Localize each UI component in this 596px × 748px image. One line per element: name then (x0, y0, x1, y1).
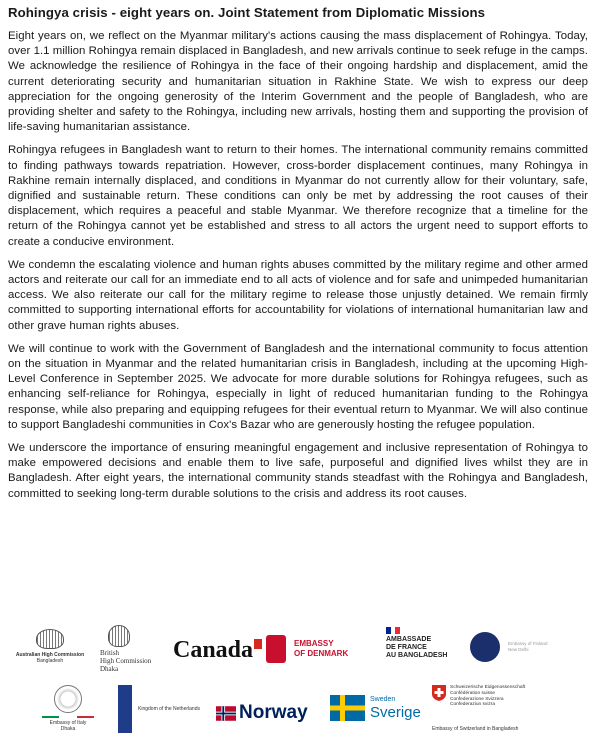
canada-logo (173, 637, 262, 664)
australia-crest-icon (36, 629, 64, 649)
france-logo (386, 627, 447, 660)
canada-wordmark: Canada (173, 637, 254, 663)
document-title: Rohingya crisis - eight years on. Joint Statement from Diplomatic Missions (8, 5, 486, 20)
finland-line-1: Embassy of Finland (508, 641, 548, 646)
logo-strip (0, 623, 596, 748)
denmark-crown-icon (266, 635, 286, 663)
italy-logo (36, 685, 100, 732)
canada-flag-icon (254, 639, 262, 649)
norway-logo (216, 702, 308, 724)
norway-flag-icon (216, 706, 236, 721)
italy-emblem-icon (54, 685, 82, 713)
netherlands-name: Kingdom of the Netherlands (138, 706, 200, 712)
switzerland-logo (432, 685, 582, 732)
paragraph-5: We underscore the importance of ensuring meaningful engagement and inclusive representation of Rohingya to make empowered decisions and enable them to live safe, purposeful and dignified lives whilst they are in Bangladesh. After eight years, the international community stands steadfast with the Rohingya and Bangladesh, committed to seeking long-term durable solutions to the crisis and address its root causes. (8, 442, 588, 500)
swiss-line-3: Confederazione Svizzera (450, 696, 504, 702)
sweden-logo (330, 695, 421, 721)
uk-crest-icon (108, 625, 130, 647)
denmark-line-2: OF DENMARK (294, 649, 349, 658)
france-line-3: AU BANGLADESH (386, 652, 448, 659)
finland-line-2: New Delhi (508, 647, 529, 652)
uk-line-1: British (100, 649, 120, 657)
finland-emblem-icon (470, 632, 500, 662)
paragraph-1: Eight years on, we reflect on the Myanmar military's actions causing the mass displacement of Rohingya. Today, over 1.1 million Rohingya remain displaced in Bangladesh, and new arrivals continue to seek refuge in the camps. We acknowledge the resilience of Rohingya in the face of their ongoing hardship and displacement, amid the current deteriorating security and humanitarian situation in Rakhine State. We wish to express our deep appreciation for the ongoing generosity of the Interim Government and the people of Bangladesh, who are providing shelter and safety to the Rohingya, including new arrivals, hosting them and supporting the provision of life-saving humanitarian assistance. (8, 30, 588, 134)
uk-logo (100, 625, 160, 673)
italy-line-1: Embassy of Italy (49, 720, 87, 726)
paragraph-3: We condemn the escalating violence and human rights abuses committed by the military regime and other armed actors and reiterate our call for an immediate end to all acts of violence and for safe and unimpeded humanitarian access. We also reiterate our call for the military regime to release those unjustly detained. We remain firmly committed to supporting international efforts for accountability for violations of international humanitarian law and other grave human rights abuses. (8, 258, 588, 332)
uk-line-2: High Commission (100, 657, 152, 665)
italy-flag-line-icon (42, 716, 94, 718)
australia-logo (14, 629, 86, 664)
swiss-embassy-name: Embassy of Switzerland in Bangladesh (432, 726, 519, 733)
denmark-logo (266, 635, 348, 663)
sweden-line-1: Sweden (370, 695, 396, 703)
france-line-1: AMBASSADE (386, 636, 432, 643)
uk-line-3: Dhaka (100, 665, 119, 673)
netherlands-logo (118, 685, 200, 733)
sweden-flag-icon (330, 695, 365, 721)
paragraph-2: Rohingya refugees in Bangladesh want to return to their homes. The international community remains committed to finding pathways towards repatriation. However, cross-border displacement continues, many Rohingya in Rakhine remain internally displaced, and conditions in Myanmar do not currently allow for their voluntary, safe, dignified and sustainable return. These conditions can only be met by addressing the root causes of their displacement, which requires a peaceful and stable Myanmar. We therefore recognize that a timeline for the return of the Rohingya cannot yet be established and stress to all actors the urgent need to support efforts to create a conducive environment. (8, 144, 588, 248)
denmark-line-1: EMBASSY (294, 639, 334, 648)
australia-name: Australian High Commission (15, 652, 85, 658)
netherlands-bar-icon (118, 685, 132, 733)
swiss-line-1: Schweizerische Eidgenossenschaft (450, 685, 526, 690)
finland-logo (470, 631, 578, 663)
france-flag-icon (386, 627, 400, 634)
paragraph-4: We will continue to work with the Government of Bangladesh and the international community to focus attention on the situation in Myanmar and the related humanitarian crisis in Bangladesh, including at the upcoming High-Level Conference in September 2025. We advocate for more durable solutions for Rohingya refugees, such as enhancing self-reliance for Rohingya, especially in light of reduced humanitarian funding to the Rohingya response, while also preparing and equipping refugees for their eventual return to Myanmar. We will also continue to support Bangladeshi communities in Cox's Bazar who are generously hosting the refugee population. (8, 342, 588, 431)
australia-place: Bangladesh (36, 658, 64, 664)
norway-wordmark: Norway (239, 702, 308, 723)
swiss-shield-icon (432, 685, 446, 701)
italy-line-2: Dhaka (60, 726, 76, 732)
swiss-line-4: Confederaziun svizra (450, 702, 496, 708)
france-line-2: DE FRANCE (386, 644, 427, 651)
statement-document (8, 0, 588, 502)
sweden-line-2: Sverige (370, 703, 421, 721)
swiss-line-2: Confédération suisse (450, 690, 496, 696)
